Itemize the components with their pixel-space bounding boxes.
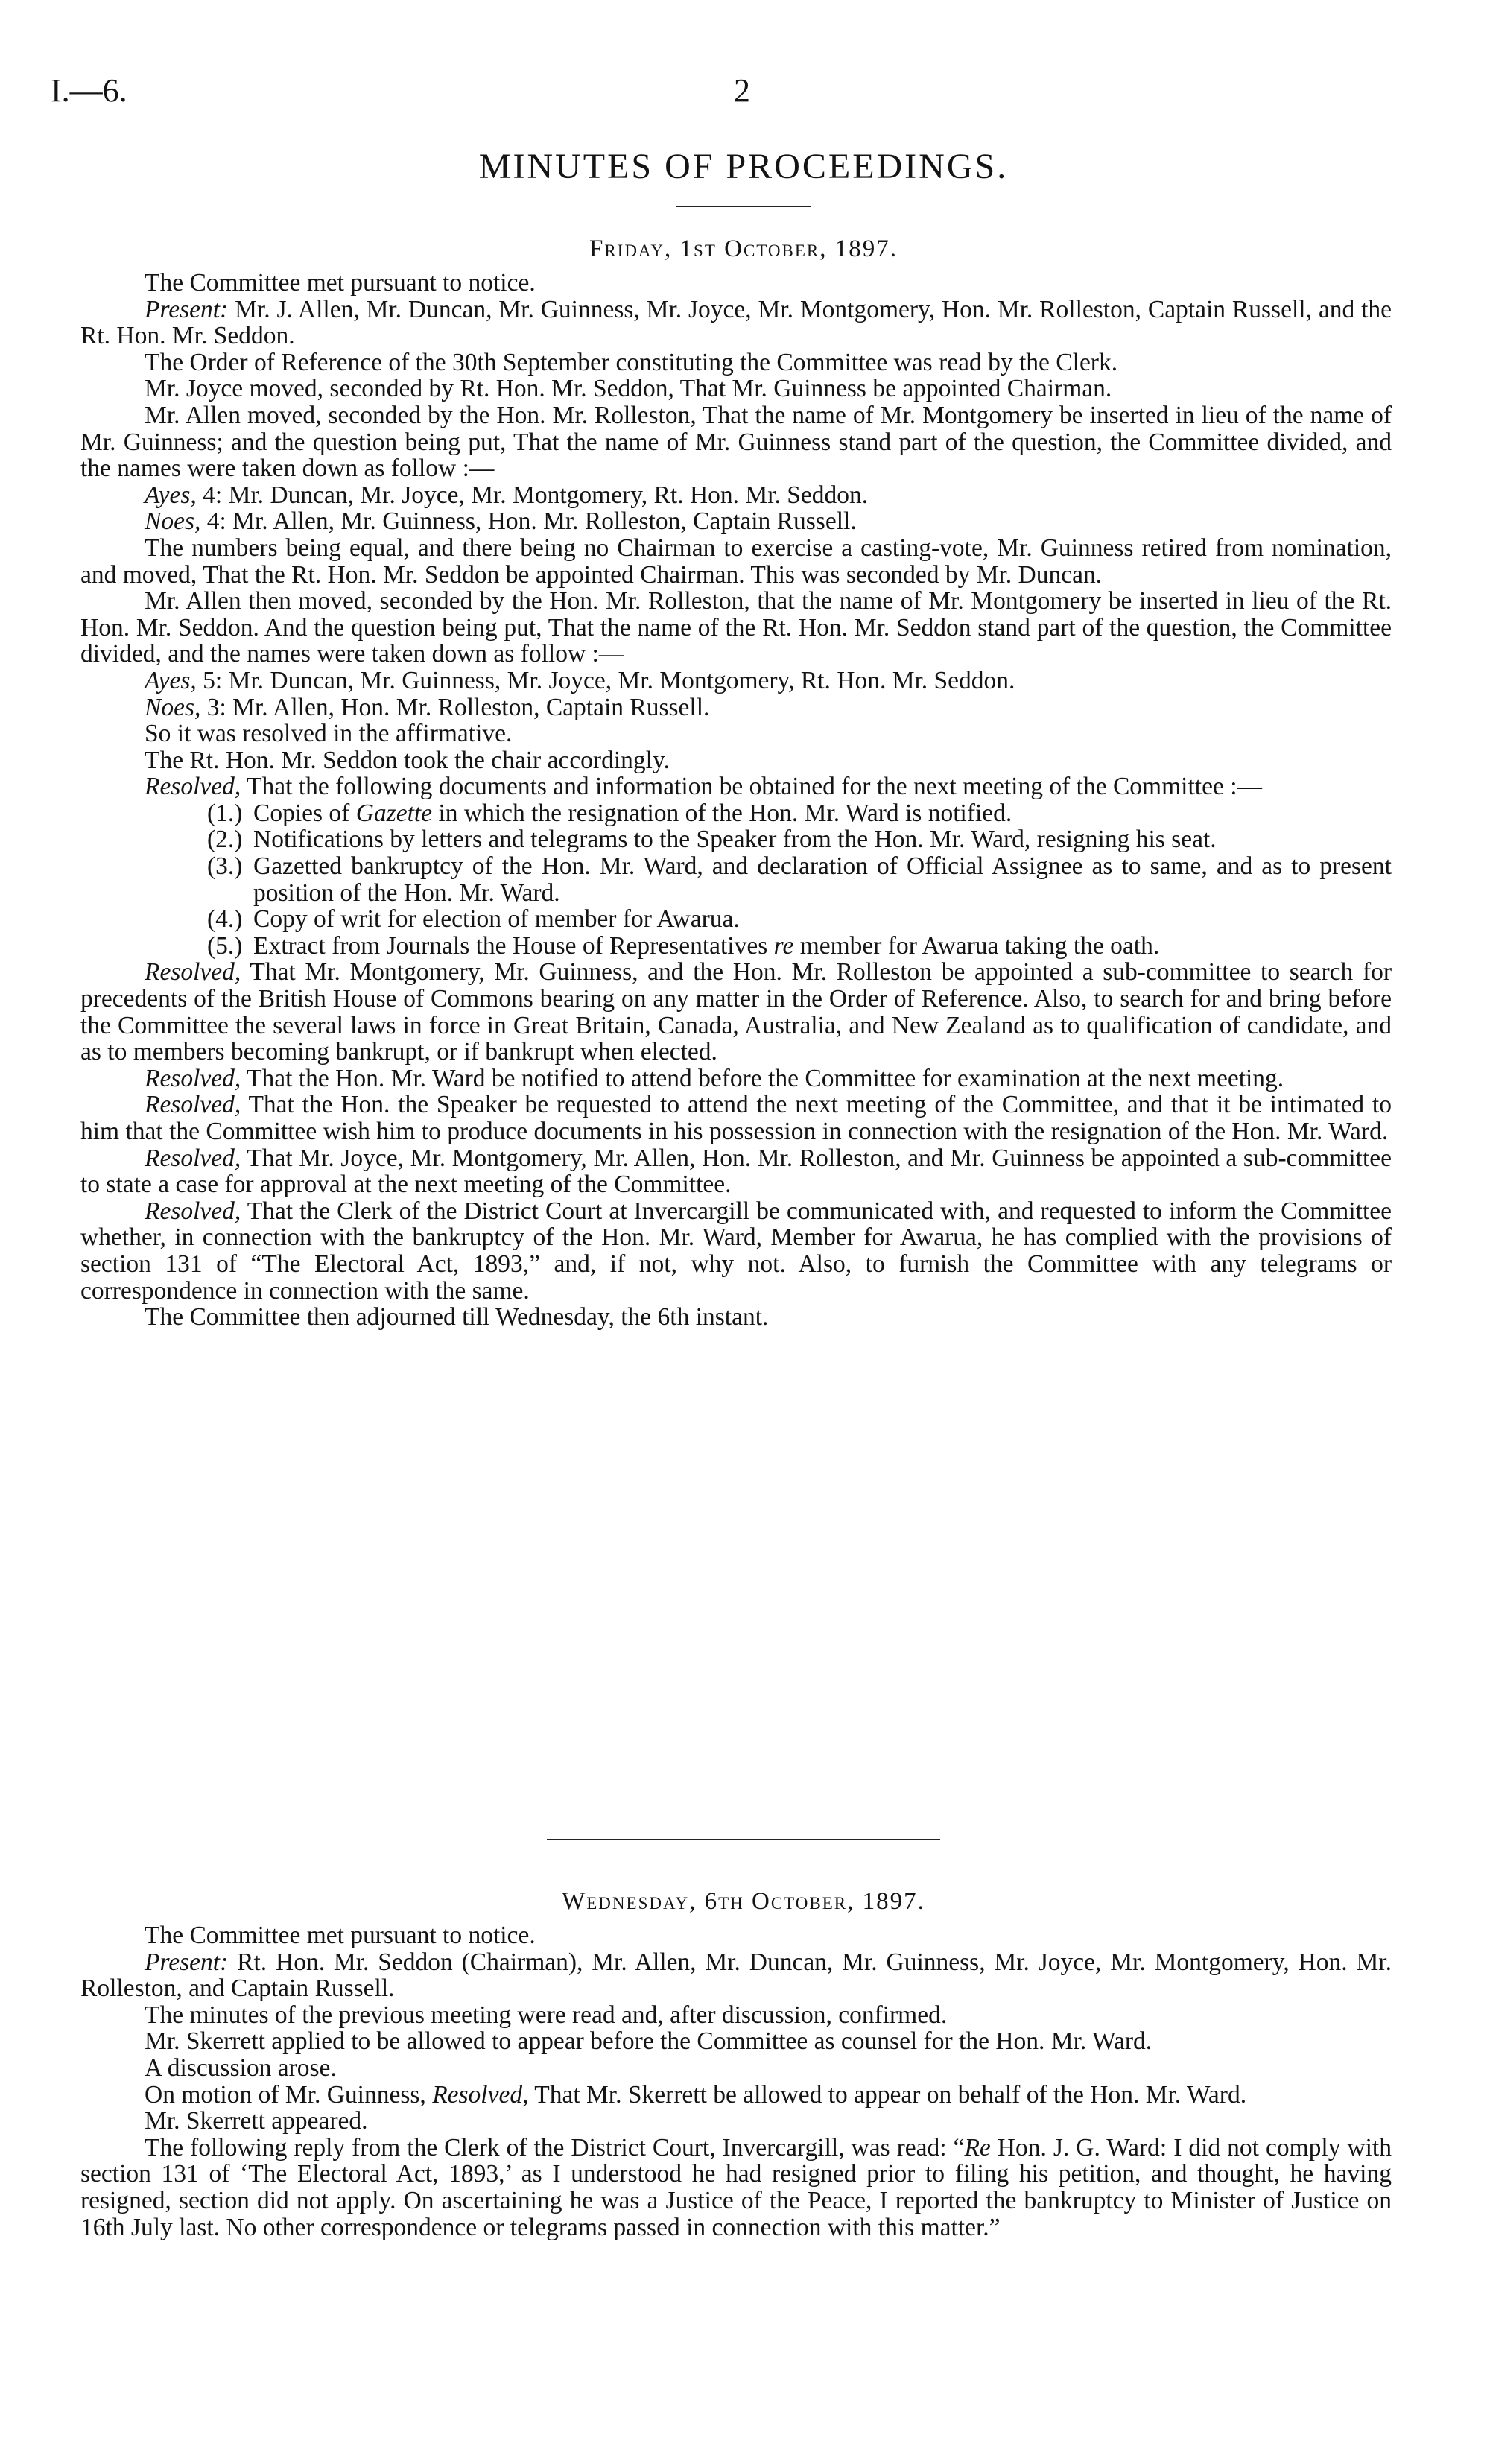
ayes-names: 4: Mr. Duncan, Mr. Joyce, Mr. Montgomery, Rt. Hon. Mr. Seddon. xyxy=(196,481,869,509)
page-number: 2 xyxy=(734,72,750,109)
resolution-text: That Mr. Joyce, Mr. Montgomery, Mr. Allen, Hon. Mr. Rolleston, and Mr. Guinness be appointed a sub-committee to state a case for approval at the next meeting of the Committee. xyxy=(80,1144,1392,1199)
list-item-text: Copies of xyxy=(253,799,356,827)
paragraph: Mr. Allen moved, seconded by the Hon. Mr. Rolleston, That the name of Mr. Montgomery be inserted in lieu of the name of Mr. Guinness; and the question being put, That the name of Mr. Guinness stand part of the question, the Committee divided, and the names were taken down as follow :— xyxy=(80,401,1392,483)
resolution xyxy=(80,959,1392,1065)
paragraph: Mr. Allen then moved, seconded by the Hon. Mr. Rolleston, that the name of Mr. Montgomery be inserted in lieu of the Rt. Hon. Mr. Seddon. And the question being put, That the name of the Rt. Hon. Mr. Seddon stand part of the question, the Committee divided, and the names were taken down as follow :— xyxy=(80,587,1392,668)
list-item-text: in which the resignation of the Hon. Mr. Ward is notified. xyxy=(432,799,1012,827)
ayes-label: Ayes, xyxy=(145,481,197,509)
paragraph: Mr. Joyce moved, seconded by Rt. Hon. Mr. Seddon, That Mr. Guinness be appointed Chairman. xyxy=(145,375,1112,403)
resolved-label: Resolved, xyxy=(145,1197,241,1225)
noes-names: 3: Mr. Allen, Hon. Mr. Rolleston, Captain Russell. xyxy=(200,693,710,721)
resolution-text: That the Hon. the Speaker be requested to attend the next meeting of the Committee, and that it be intimated to him that the Committee wish him to produce documents in his possession in connection with the resignation of the Hon. Mr. Ward. xyxy=(80,1091,1392,1145)
resolution-text: That the Clerk of the District Court at Invercargill be communicated with, and requested to inform the Committee whether, in connection with the bankruptcy of the Hon. Mr. Ward, Member for Awarua, he has complied with the provisions of section 131 of “The Electoral Act, 1893,” and, if not, why not. Also, to furnish the Committee with any telegrams or correspondence in connection with the same. xyxy=(80,1197,1392,1305)
list-item xyxy=(80,906,1392,933)
resolution xyxy=(80,1145,1392,1198)
resolution-text: That the following documents and information be obtained for the next meeting of the Committee :— xyxy=(241,773,1262,801)
list-item-text: Copy of writ for election of member for Awarua. xyxy=(253,905,740,934)
resolved-label: Resolved, xyxy=(145,1064,241,1092)
list-item-number: (2.) xyxy=(207,826,243,854)
list-item xyxy=(80,800,1392,827)
paragraph: A discussion arose. xyxy=(145,2053,337,2082)
present-label: Present: xyxy=(145,295,229,323)
resolution-text: That the Hon. Mr. Ward be notified to attend before the Committee for examination at the next meeting. xyxy=(241,1064,1284,1092)
paragraph: The Committee then adjourned till Wednesday, the 6th instant. xyxy=(145,1303,769,1331)
resolution xyxy=(80,773,1392,800)
list-item-text: Extract from Journals the House of Representatives xyxy=(253,931,774,960)
noes-names: 4: Mr. Allen, Mr. Guinness, Hon. Mr. Rolleston, Captain Russell. xyxy=(200,507,857,536)
resolved-label: Resolved, xyxy=(145,958,241,986)
resolved-label: Resolved, xyxy=(432,2080,529,2109)
resolution xyxy=(80,1198,1392,1304)
noes-label: Noes, xyxy=(145,507,201,536)
present-members: Mr. J. Allen, Mr. Duncan, Mr. Guinness, Mr. Joyce, Mr. Montgomery, Hon. Mr. Rolleston, Captain Russell, and the Rt. Hon. Mr. Seddon. xyxy=(80,295,1392,350)
reply-text: Hon. J. G. Ward: I did not comply with section 131 of ‘The Electoral Act, 1893,’ as I understood he had resigned prior to filing his petition, and thought, he having resigned, section did not apply. On ascertaining he was a Justice of the Peace, I reported the bankruptcy to Minister of Justice on 16th July last. No other correspondence or telegrams passed in connection with this matter.” xyxy=(80,2133,1392,2241)
paragraph: The Committee met pursuant to notice. xyxy=(145,269,536,297)
paragraph: So it was resolved in the affirmative. xyxy=(145,720,513,748)
paragraph xyxy=(80,2135,1392,2240)
list-item-italic: re xyxy=(773,931,794,960)
paragraph: The Order of Reference of the 30th September constituting the Committee was read by the Clerk. xyxy=(145,348,1118,376)
list-item-text: Notifications by letters and telegrams to the Speaker from the Hon. Mr. Ward, resigning his seat. xyxy=(253,826,1217,854)
paragraph: Mr. Skerrett appeared. xyxy=(145,2107,368,2135)
page-title: MINUTES OF PROCEEDINGS. xyxy=(478,147,1009,186)
re-label: Re xyxy=(964,2133,991,2161)
vote-noes xyxy=(80,508,1392,535)
meeting-1-body xyxy=(80,270,1392,1331)
paragraph: Mr. Skerrett applied to be allowed to appear before the Committee as counsel for the Hon. Mr. Ward. xyxy=(145,2027,1152,2056)
paper-reference: I.—6. xyxy=(51,72,127,109)
list-item-number: (5.) xyxy=(207,931,243,960)
meeting-1-date: Friday, 1st October, 1897. xyxy=(589,235,898,262)
vote-noes xyxy=(80,694,1392,721)
motion-text: On motion of Mr. Guinness, xyxy=(145,2080,433,2109)
list-item-text: Gazetted bankruptcy of the Hon. Mr. Ward, and declaration of Official Assignee as to same, and as to present position of the Hon. Mr. Ward. xyxy=(253,852,1392,907)
resolution xyxy=(80,2082,1392,2109)
reply-intro: The following reply from the Clerk of the District Court, Invercargill, was read: “ xyxy=(145,2133,965,2161)
list-item xyxy=(80,826,1392,853)
noes-label: Noes, xyxy=(145,693,201,721)
paragraph: The Rt. Hon. Mr. Seddon took the chair accordingly. xyxy=(145,746,670,774)
resolution-text: That Mr. Skerrett be allowed to appear on behalf of the Hon. Mr. Ward. xyxy=(528,2080,1247,2109)
list-item-text: member for Awarua taking the oath. xyxy=(793,931,1160,960)
title-rule xyxy=(676,206,811,207)
vote-ayes xyxy=(80,668,1392,694)
paragraph: The numbers being equal, and there being no Chairman to exercise a casting-vote, Mr. Guinness retired from nomination, and moved, That the Rt. Hon. Mr. Seddon be appointed Chairman. This was seconded by Mr. Duncan. xyxy=(80,533,1392,589)
ayes-label: Ayes, xyxy=(145,666,197,694)
paragraph xyxy=(80,1949,1392,2002)
resolution-text: That Mr. Montgomery, Mr. Guinness, and the Hon. Mr. Rolleston be appointed a sub-committee to search for precedents of the British House of Commons bearing on any matter in the Order of Reference. Also, to search for and bring before the Committee the several laws in force in Great Britain, Canada, Australia, and New Zealand as to qualification of candidate, and as to members becoming bankrupt, or if bankrupt when elected. xyxy=(80,958,1392,1066)
list-item-number: (4.) xyxy=(207,905,243,934)
list-item-number: (3.) xyxy=(207,852,243,881)
paragraph: The Committee met pursuant to notice. xyxy=(145,1922,536,1949)
paragraph xyxy=(80,297,1392,349)
list-item-italic: Gazette xyxy=(355,799,433,827)
resolved-label: Resolved, xyxy=(145,1091,241,1119)
meeting-2-body xyxy=(80,1922,1392,2240)
list-item xyxy=(80,853,1392,906)
meeting-2-date: Wednesday, 6th October, 1897. xyxy=(562,1888,925,1915)
resolution xyxy=(80,1092,1392,1144)
list-item-number: (1.) xyxy=(207,799,243,827)
paragraph: The minutes of the previous meeting were read and, after discussion, confirmed. xyxy=(145,2001,948,2029)
resolved-label: Resolved, xyxy=(145,1144,241,1172)
resolution xyxy=(80,1065,1392,1092)
ayes-names: 5: Mr. Duncan, Mr. Guinness, Mr. Joyce, Mr. Montgomery, Rt. Hon. Mr. Seddon. xyxy=(196,666,1015,694)
resolved-label: Resolved, xyxy=(145,773,241,801)
present-label: Present: xyxy=(145,1948,229,1976)
section-divider xyxy=(547,1839,940,1840)
present-members: Rt. Hon. Mr. Seddon (Chairman), Mr. Allen, Mr. Duncan, Mr. Guinness, Mr. Joyce, Mr. Montgomery, Hon. Mr. Rolleston, and Captain Russell. xyxy=(80,1948,1392,2003)
vote-ayes xyxy=(80,482,1392,509)
list-item xyxy=(80,933,1392,960)
